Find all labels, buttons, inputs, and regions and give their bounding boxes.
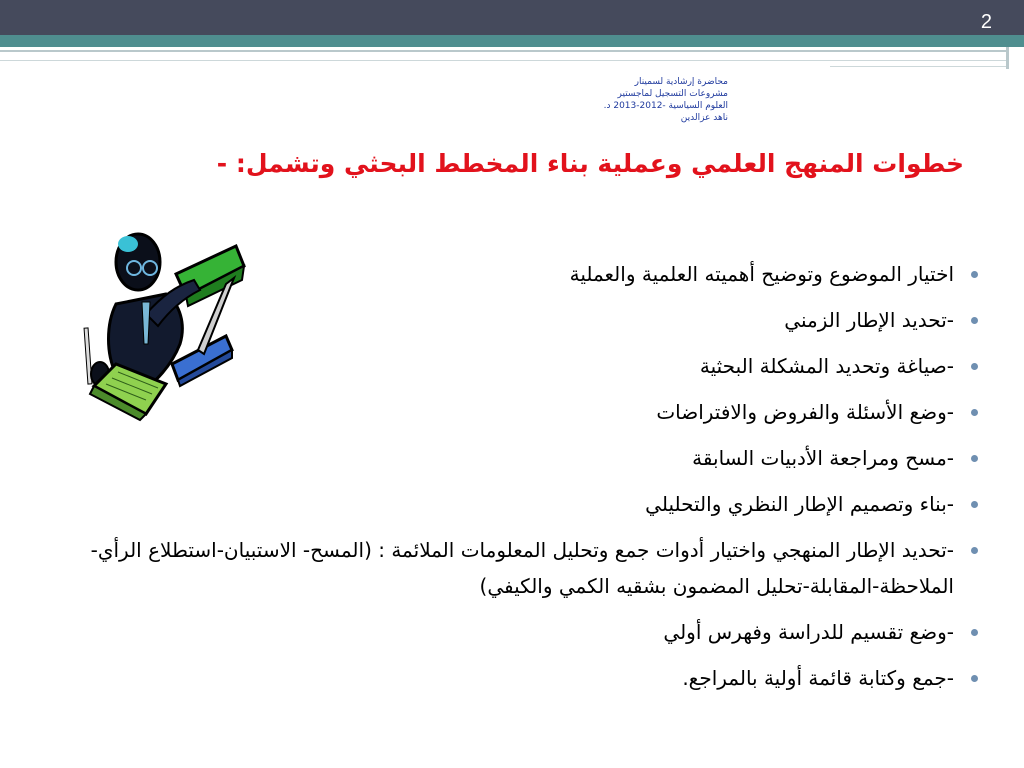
- list-item: [56, 394, 982, 430]
- bullet-list: [56, 256, 982, 706]
- list-item-text: -صياغة وتحديد المشكلة البحثية: [699, 354, 954, 378]
- divider-line: [830, 66, 1008, 67]
- bullet-icon: [971, 317, 978, 324]
- divider-line: [0, 60, 1008, 61]
- side-divider: [1006, 47, 1009, 69]
- list-item-text: -بناء وتصميم الإطار النظري والتحليلي: [645, 492, 954, 516]
- divider-line: [0, 50, 1008, 52]
- bullet-icon: [971, 271, 978, 278]
- bullet-icon: [971, 363, 978, 370]
- header-note-line: محاضرة إرشادية لسمينار: [634, 77, 728, 87]
- slide-number: 2: [980, 11, 992, 33]
- teal-band: [0, 35, 1024, 47]
- bullet-icon: [971, 675, 978, 682]
- slide-title: خطوات المنهج العلمي وعملية بناء المخطط البحثي وتشمل: -: [216, 149, 964, 178]
- list-item: [56, 348, 982, 384]
- list-item-text: اختيار الموضوع وتوضيح أهميته العلمية والعملية: [569, 262, 954, 286]
- header-note-line: العلوم السياسية -2012-2013 د.: [603, 101, 728, 111]
- header-note: [528, 76, 728, 124]
- list-item: [56, 302, 982, 338]
- bullet-icon: [971, 547, 978, 554]
- list-item: [56, 256, 982, 292]
- top-band: [0, 0, 1024, 35]
- list-item: [56, 614, 982, 650]
- list-item: [56, 660, 982, 696]
- header-note-line: مشروعات التسجيل لماجستير: [617, 89, 728, 99]
- list-item-text: -تحديد الإطار المنهجي واختيار أدوات جمع وتحليل المعلومات الملائمة : (المسح- الاستبيان-استطلاع الرأي-الملاحظة-المقابلة-تحليل المضمون بشقيه الكمي والكيفي): [90, 538, 954, 598]
- bullet-icon: [971, 501, 978, 508]
- bullet-icon: [971, 629, 978, 636]
- bullet-icon: [971, 455, 978, 462]
- bullet-icon: [971, 409, 978, 416]
- header-note-line: ناهد عزالدين: [680, 113, 728, 123]
- list-item: [56, 486, 982, 522]
- list-item-text: -جمع وكتابة قائمة أولية بالمراجع.: [682, 666, 954, 690]
- list-item-text: -تحديد الإطار الزمني: [784, 308, 954, 332]
- list-item: [56, 532, 982, 604]
- list-item-text: -وضع تقسيم للدراسة وفهرس أولي: [663, 620, 954, 644]
- list-item-text: -مسح ومراجعة الأدبيات السابقة: [692, 446, 954, 470]
- list-item: [56, 440, 982, 476]
- list-item-text: -وضع الأسئلة والفروض والافتراضات: [656, 400, 954, 424]
